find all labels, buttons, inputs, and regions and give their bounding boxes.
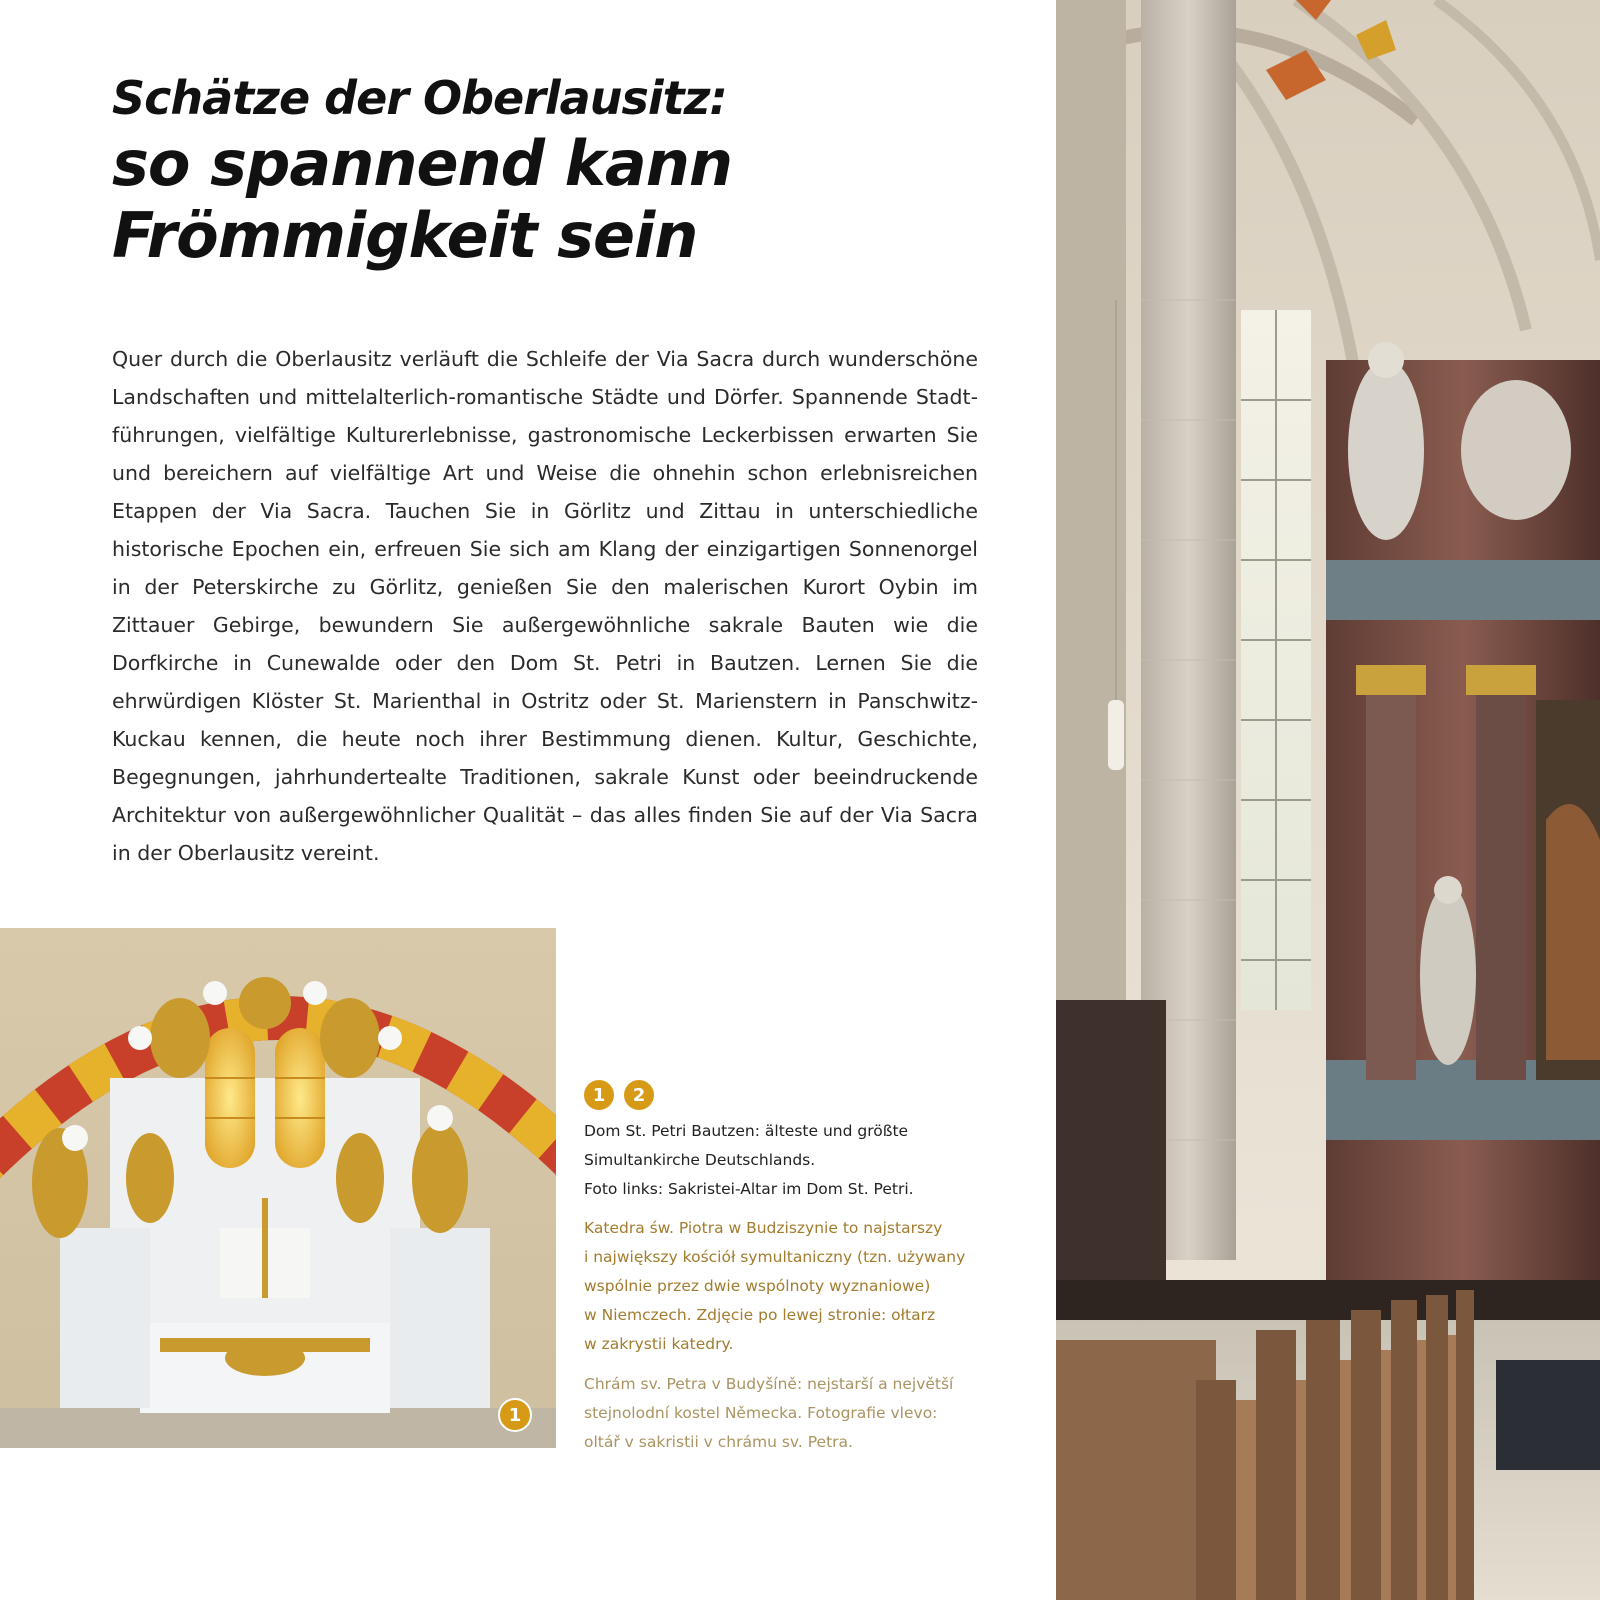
title-line-1: Schätze der Oberlausitz: [112, 71, 727, 125]
sacristy-altar-photo [0, 928, 556, 1448]
caption-line: stejnolodní kostel Německa. Fotografie vlevo: [584, 1404, 938, 1422]
caption-line: Chrám sv. Petra v Budyšíně: nejstarší a největší [584, 1375, 954, 1393]
caption-polish [584, 1214, 1004, 1359]
photo-marker-1: 1 [498, 1398, 532, 1432]
caption-line: wspólnie przez dwie wspólnoty wyznaniowe) [584, 1277, 931, 1295]
caption-number-badges [584, 1080, 654, 1110]
caption-czech [584, 1370, 1004, 1457]
page-title [112, 68, 992, 272]
caption-line: i największy kościół symultaniczny (tzn. używany [584, 1248, 966, 1266]
caption-line: Katedra św. Piotra w Budziszynie to najstarszy [584, 1219, 943, 1237]
caption-german [584, 1117, 1004, 1204]
church-interior-photo [1056, 0, 1600, 1600]
caption-line: Dom St. Petri Bautzen: älteste und größte [584, 1122, 909, 1140]
caption-badge-2: 2 [624, 1080, 654, 1110]
caption-line: w Niemczech. Zdjęcie po lewej stronie: ołtarz [584, 1306, 936, 1324]
intro-paragraph: Quer durch die Oberlausitz verläuft die Schleife der Via Sacra durch wunderschöne Landschaften und mittelalterlich-romantische Städte und Dörfer. Spannende Stadtführungen, vielfältige Kulturerlebnisse, gastronomische Leckerbissen erwarten Sie und bereichern auf vielfältige Art und Weise die ohnehin schon erlebnisreichen Etappen der Via Sacra. Tauchen Sie in Görlitz und Zittau in unterschiedliche historische Epochen ein, erfreuen Sie sich am Klang der einzigartigen Sonnenorgel in der Peterskirche zu Görlitz, genießen Sie den malerischen Kurort Oybin im Zittauer Gebirge, bewundern Sie außergewöhnliche sakrale Bauten wie die Dorfkirche in Cunewalde oder den Dom St. Petri in Bautzen. Lernen Sie die ehrwürdigen Klöster St. Marienthal in Ostritz oder St. Marienstern in Panschwitz-Kuckau kennen, die heute noch ihrer Bestimmung dienen. Kultur, Geschichte, Begegnungen, jahrhundertealte Traditionen, sakrale Kunst oder beeindruckende Architektur von außergewöhnlicher Qualität – das alles finden Sie auf der Via Sacra in der Oberlausitz vereint. [112, 347, 978, 865]
title-line-3: Frömmigkeit sein [112, 199, 698, 272]
caption-line: Foto links: Sakristei-Altar im Dom St. Petri. [584, 1180, 914, 1198]
caption-line: w zakrystii katedry. [584, 1335, 734, 1353]
caption-line: Simultankirche Deutschlands. [584, 1151, 816, 1169]
caption-badge-1: 1 [584, 1080, 614, 1110]
title-line-2: so spannend kann [112, 127, 732, 200]
caption-line: oltář v sakristii v chrámu sv. Petra. [584, 1433, 853, 1451]
